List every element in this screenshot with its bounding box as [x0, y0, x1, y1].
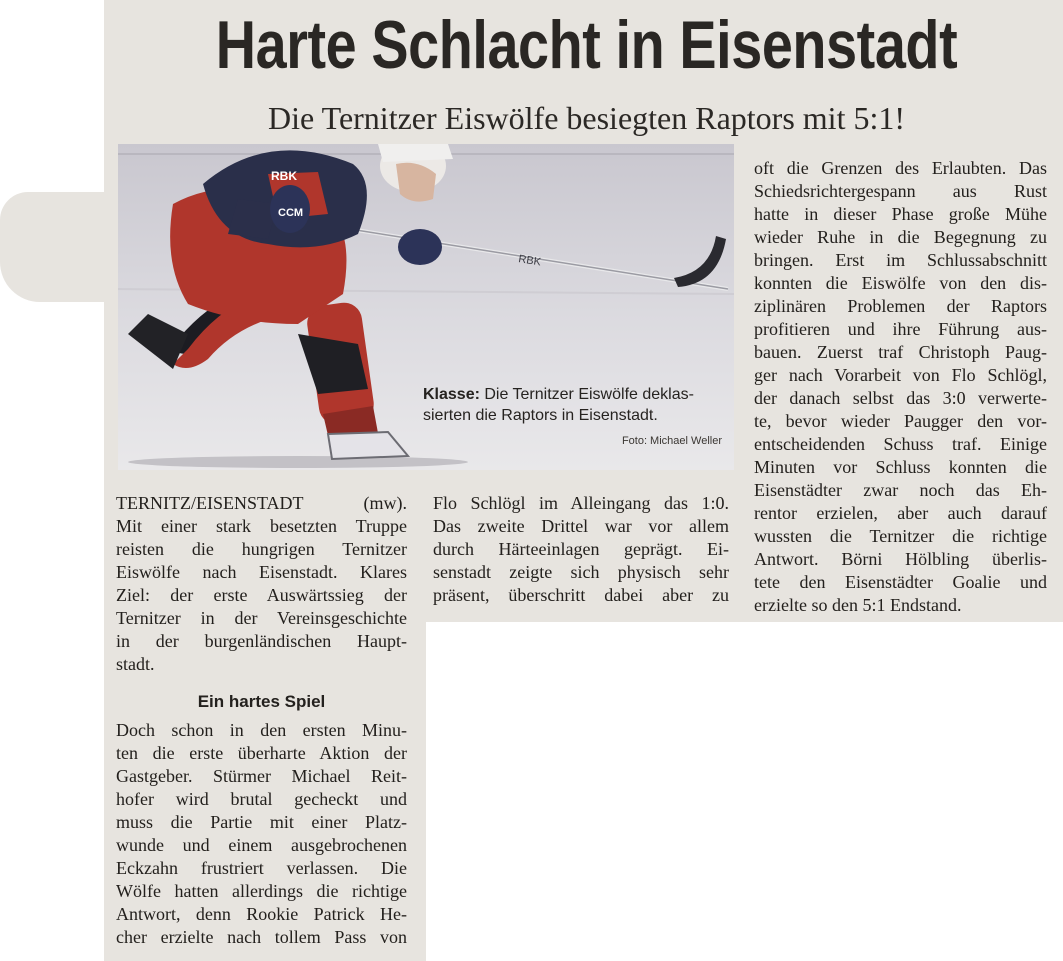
text-line: hofer wird brutal gecheckt und: [116, 789, 407, 809]
text-line: bauen. Zuerst traf Christoph Paug-: [754, 342, 1047, 362]
text-line: reisten die hungrigen Ternitzer: [116, 539, 407, 559]
text-line: bringen. Erst im Schlussabschnitt: [754, 250, 1047, 270]
text-line: cher erzielte nach tollem Pass von: [116, 927, 407, 947]
text-line: Eisenstädter zwar noch das Eh-: [754, 480, 1047, 500]
newspaper-clipping-skate-tab: [0, 192, 110, 302]
text-line: ger nach Vorarbeit von Flo Schlögl,: [754, 365, 1047, 385]
text-line: tete den Eisenstädter Goalie und: [754, 572, 1047, 592]
text-line: wieder Ruhe in die Begegnung zu: [754, 227, 1047, 247]
photo-caption: [423, 384, 728, 426]
photo-helmet-text: RBK: [271, 169, 297, 183]
text-line: ten die erste überharte Aktion der: [116, 743, 407, 763]
caption-lead: Klasse:: [423, 386, 480, 403]
text-line: Antwort. Börni Hölbling überlis-: [754, 549, 1047, 569]
text-line: rentor erzielen, aber auch darauf: [754, 503, 1047, 523]
caption-line-1: Die Ternitzer Eiswölfe deklas-: [479, 386, 694, 403]
text-line: Eckzahn frustriert verlassen. Die: [116, 858, 407, 878]
text-line: wunde und einem ausgebrochenen: [116, 835, 407, 855]
text-line: durch Härteeinlagen geprägt. Ei-: [433, 539, 729, 559]
text-line: wussten die Ternitzer die richtige: [754, 526, 1047, 546]
text-line: Flo Schlögl im Alleingang das 1:0.: [433, 493, 729, 513]
photo-stick-text: RBK: [517, 253, 542, 269]
text-line: präsent, überschritt dabei aber zu: [433, 585, 729, 605]
article-column-1-continued: [116, 719, 407, 949]
text-line: Ziel: der erste Auswärtssieg der: [116, 585, 407, 605]
text-line: profitieren und ihre Führung aus-: [754, 319, 1047, 339]
text-line: in der burgenländischen Haupt-: [116, 631, 407, 651]
photo-glove-text: CCM: [278, 207, 304, 219]
text-line: Wölfe hatten allerdings die richtige: [116, 881, 407, 901]
text-line: Schiedsrichtergespann aus Rust: [754, 181, 1047, 201]
article-column-2: [433, 492, 729, 607]
subheadline: Die Ternitzer Eiswölfe besiegten Raptors mit 5:1!: [268, 100, 905, 136]
text-line: oft die Grenzen des Erlaubten. Das: [754, 158, 1047, 178]
headline: Harte Schlacht in Eisenstadt: [215, 7, 958, 83]
text-line: stadt.: [116, 654, 155, 674]
section-subhead: Ein hartes Spiel: [197, 692, 326, 711]
text-line: ziplinären Problemen der Raptors: [754, 296, 1047, 316]
text-line: Minuten vor Schluss konnten die: [754, 457, 1047, 477]
article-column-3: [754, 157, 1047, 617]
text-line: erzielte so den 5:1 Endstand.: [754, 595, 962, 615]
text-line: te, bevor wieder Paugger den vor-: [754, 411, 1047, 431]
text-line: senstadt zeigte sich physisch sehr: [433, 562, 729, 582]
text-line: muss die Partie mit einer Platz-: [116, 812, 407, 832]
article-column-1: [116, 492, 407, 676]
text-line: Eiswölfe nach Eisenstadt. Klares: [116, 562, 407, 582]
text-line: Mit einer stark besetzten Truppe: [116, 516, 407, 536]
text-line: Doch schon in den ersten Minu-: [116, 720, 407, 740]
text-line: TERNITZ/EISENSTADT (mw).: [116, 493, 407, 513]
text-line: hatte in dieser Phase große Mühe: [754, 204, 1047, 224]
text-line: der danach selbst das 3:0 verwerte-: [754, 388, 1047, 408]
text-line: konnten die Eiswölfe von den dis-: [754, 273, 1047, 293]
text-line: Antwort, denn Rookie Patrick He-: [116, 904, 407, 924]
caption-line-2: sierten die Raptors in Eisenstadt.: [423, 407, 658, 424]
photo-credit: Foto: Michael Weller: [621, 435, 722, 447]
text-line: Ternitzer in der Vereinsgeschichte: [116, 608, 407, 628]
text-line: Gastgeber. Stürmer Michael Reit-: [116, 766, 407, 786]
text-line: entscheidenden Schuss traf. Einige: [754, 434, 1047, 454]
text-line: Das zweite Drittel war vor allem: [433, 516, 729, 536]
